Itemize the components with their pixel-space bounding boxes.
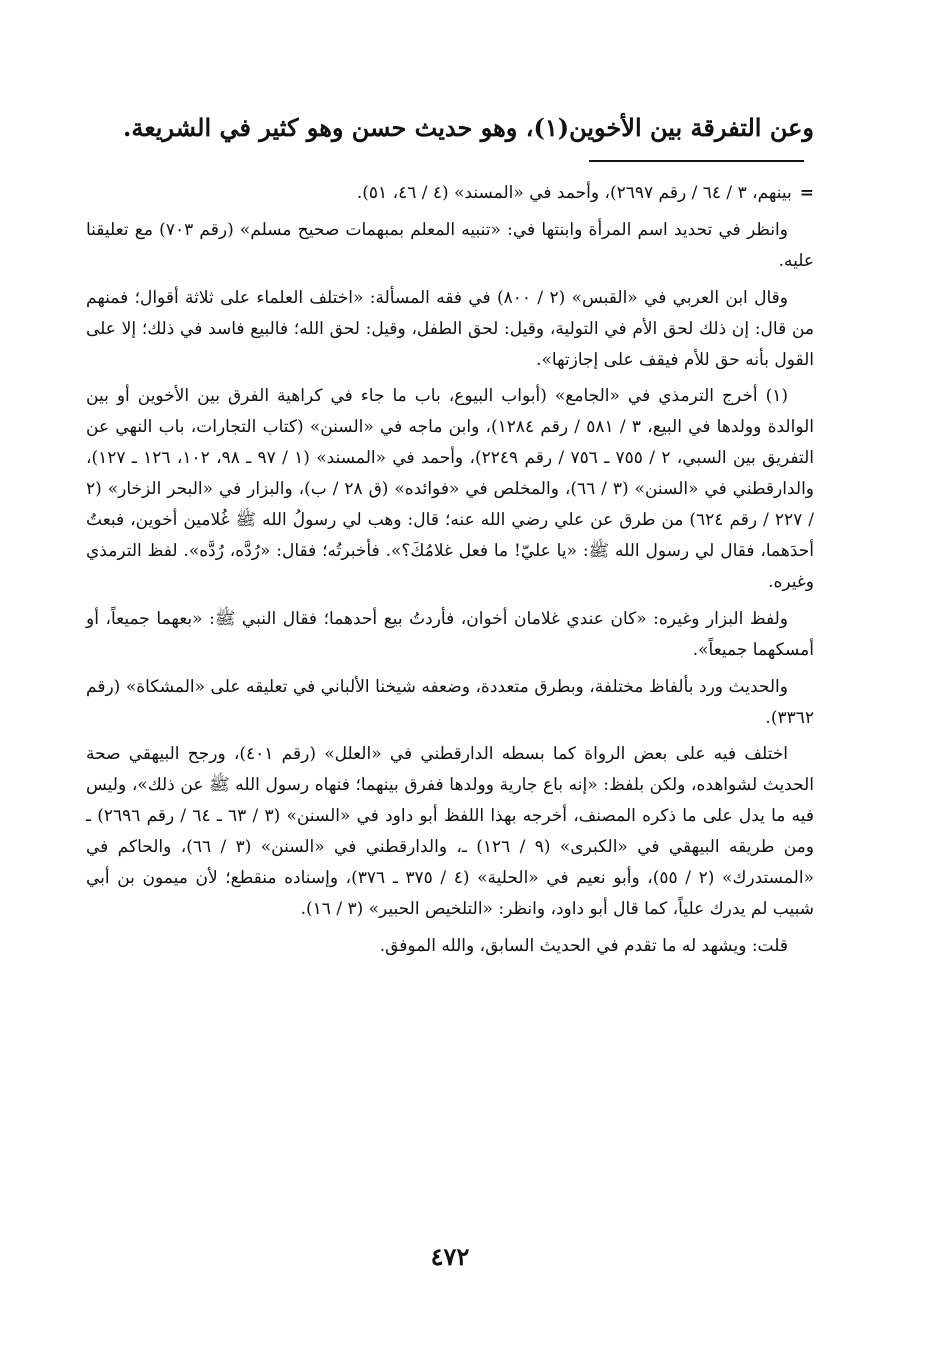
footnote-paragraph: ولفظ البزار وغيره: «كان عندي غلامان أخوان، فأردتُ بيع أحدهما؛ فقال النبي ﷺ: «بعهما جميعاً، أو أمسكهما جميعاً».: [86, 608, 814, 660]
footnote-paragraph: والحديث ورد بألفاظ مختلفة، وبطرق متعددة، وضعفه شيخنا الألباني في تعليقه على «المشكاة» (رقم ٣٣٦٢).: [86, 676, 814, 728]
footnote-text: بينهم، ٣ / ٦٤ / رقم ٢٦٩٧)، وأحمد في «المسند» (٤ / ٤٦، ٥١).: [356, 183, 792, 203]
footnote-paragraph: وقال ابن العربي في «القبس» (٢ / ٨٠٠) في فقه المسألة: «اختلف العلماء على ثلاثة أقوال؛ فمنهم من قال: إن ذلك لحق الأم في التولية، وقيل: لحق الطفل، وقيل: لحق الله؛ فالبيع فاسد في ذلك؛ إلا على القول بأنه حق للأم فيقف على إجازتها».: [86, 287, 814, 370]
footnote-1: (١) أخرج الترمذي في «الجامع» (أبواب البيوع، باب ما جاء في كراهية الفرق بين الأخوين أو بين الوالدة وولدها في البيع، ٣ / ٥٨١ / رقم ١٢٨٤)، وابن ماجه في «السنن» (كتاب التجارات، باب النهي عن التفريق بين السبي، ٢ / ٧٥٥ ـ ٧٥٦ / رقم ٢٢٤٩)، وأحمد في «المسند» (١ / ٩٧ ـ ٩٨، ١٠٢، ١٢٦ ـ ١٢٧)، والدارقطني في «السنن» (٣ / ٦٦)، والمخلص في «فوائده» (ق ٢٨ / ب)، والبزار في «البحر الزخار» (٢ / ٢٢٧ / رقم ٦٢٤) من طرق عن علي رضي الله عنه؛ قال: وهب لي رسولُ الله ﷺ غُلامين أخوين، فبعتُ أحدَهما، فقال لي رسول الله ﷺ: «يا عليّ! ما فعل غلامُكَ؟». فأخبرتُه؛ فقال: «رُدَّه، رُدَّه». لفظ الترمذي وغيره.: [86, 386, 815, 592]
footnote-paragraph: قلت: ويشهد له ما تقدم في الحديث السابق، والله الموفق.: [379, 935, 788, 956]
footnotes: [86, 178, 814, 968]
main-text: وعن التفرقة بين الأخوين(١)، وهو حديث حسن وهو كثير في الشريعة.: [123, 113, 814, 142]
footnote-paragraph: اختلف فيه على بعض الرواة كما بسطه الدارقطني في «العلل» (رقم ٤٠١)، ورجح البيهقي صحة الحديث لشواهده، ولكن بلفظ: «إنه باع جارية وولدها ففرق بينهما؛ فنهاه رسول الله ﷺ عن ذلك»، وليس فيه ما يدل على ما ذكره المصنف، أخرجه بهذا اللفظ أبو داود في «السنن» (٣ / ٦٣ ـ ٦٤ / رقم ٢٦٩٦) ـ ومن طريقه البيهقي في «الكبرى» (٩ / ١٢٦) ـ، والدارقطني في «السنن» (٣ / ٦٦)، والحاكم في «المستدرك» (٢ / ٥٥)، وأبو نعيم في «الحلية» (٤ / ٣٧٥ ـ ٣٧٦)، وإسناده منقطع؛ لأن ميمون بن أبي شبيب لم يدرك علياً، كما قال أبو داود، وانظر: «التلخيص الحبير» (٣ / ١٦).: [86, 744, 814, 919]
footnote-paragraph: وانظر في تحديد اسم المرأة وابنتها في: «تنبيه المعلم بمبهمات صحيح مسلم» (رقم ٧٠٣) مع تعليقنا عليه.: [86, 219, 814, 271]
footnote-continuation: [86, 178, 814, 209]
page-number: ٤٧٢: [430, 1242, 470, 1271]
continuation-marker: =: [799, 183, 814, 203]
footnote-separator: [589, 160, 804, 162]
book-page: [86, 0, 814, 1356]
